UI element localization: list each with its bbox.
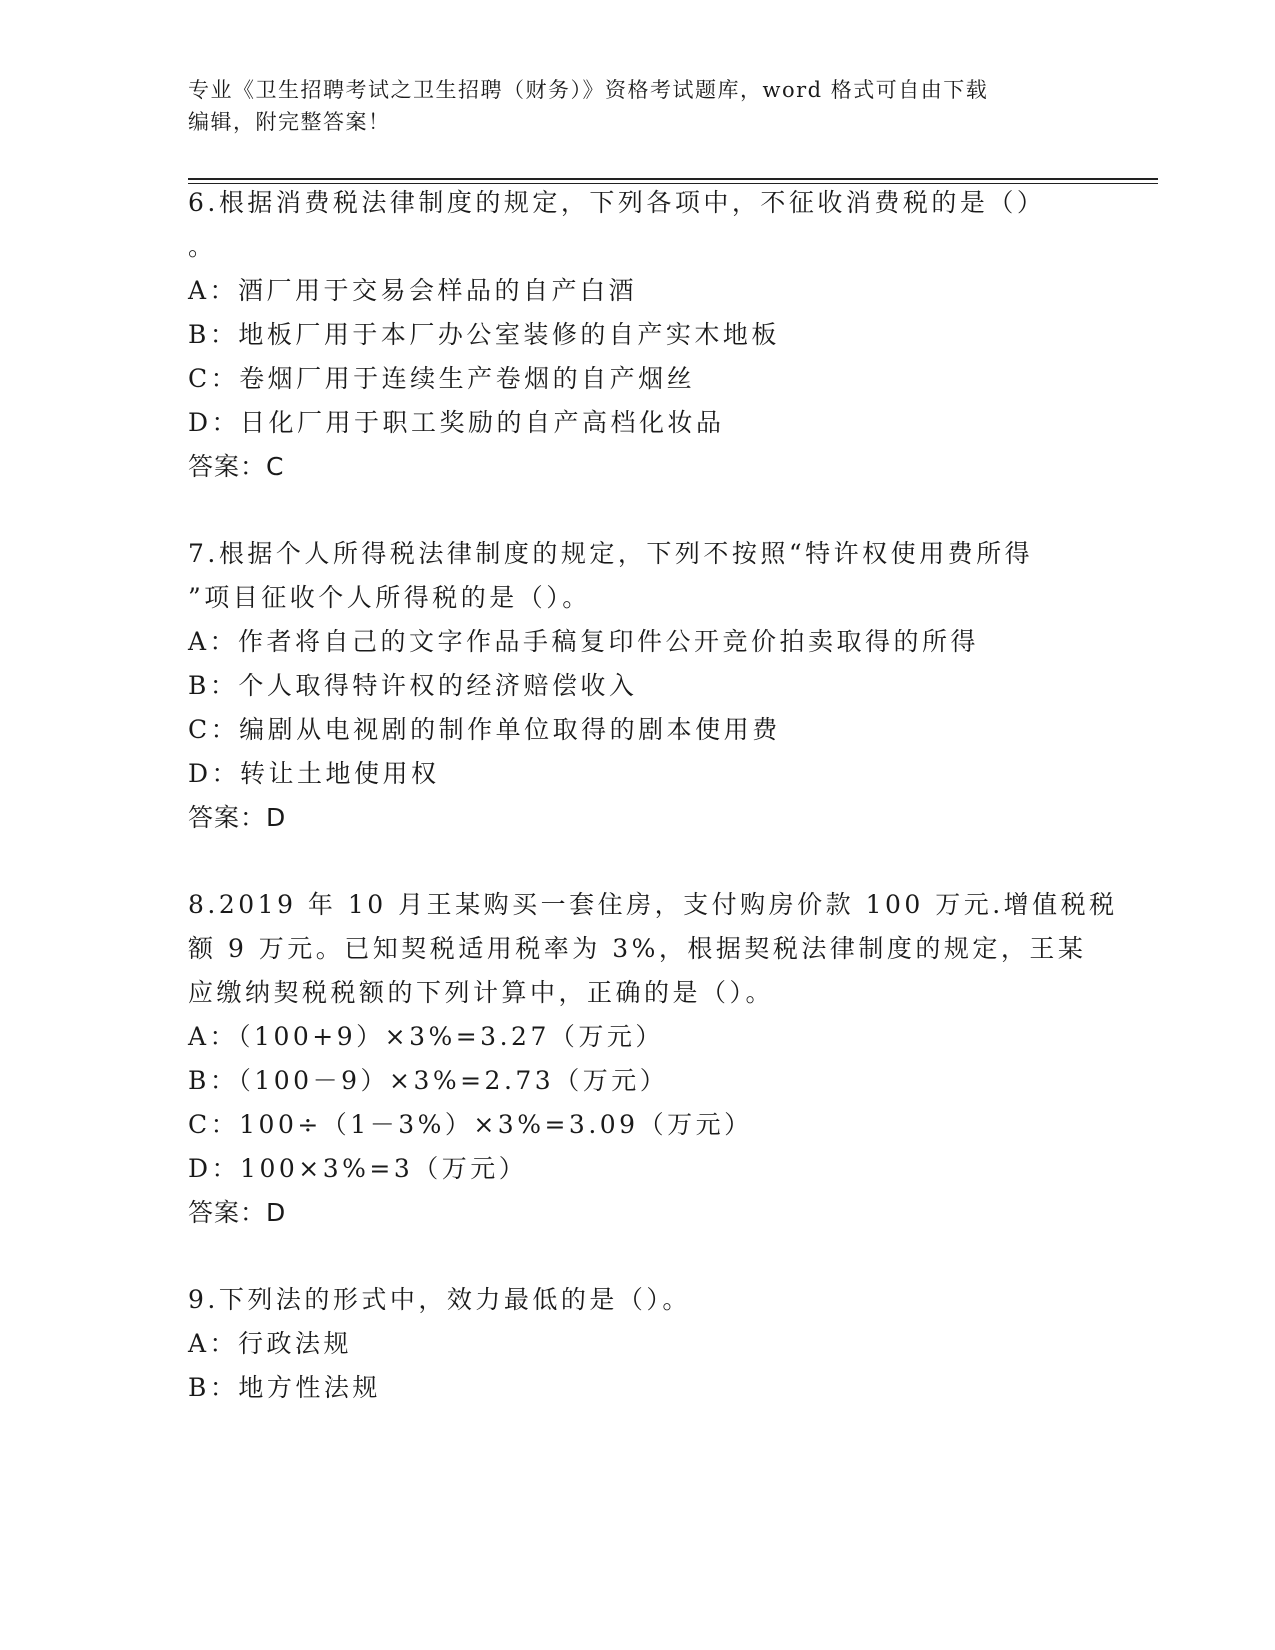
- question-7-stem-line-1: 7.根据个人所得税法律制度的规定，下列不按照“特许权使用费所得: [188, 539, 1034, 568]
- question-8-option-a: A：（100+9）×3%=3.27（万元）: [188, 1022, 664, 1051]
- question-9-stem-line-1: 9.下列法的形式中，效力最低的是（）。: [188, 1285, 691, 1314]
- question-6-option-d: D：日化厂用于职工奖励的自产高档化妆品: [188, 408, 725, 437]
- question-6-answer: 答案：C: [188, 452, 285, 481]
- question-9-option-b: B：地方性法规: [188, 1373, 381, 1402]
- question-6-stem-line-2: 。: [188, 232, 217, 261]
- question-8-option-b: B：（100－9）×3%=2.73（万元）: [188, 1066, 669, 1095]
- question-6-option-c: C：卷烟厂用于连续生产卷烟的自产烟丝: [188, 364, 696, 393]
- question-8-option-d: D：100×3%=3（万元）: [188, 1154, 528, 1183]
- question-6-option-a: A：酒厂用于交易会样品的自产白酒: [188, 276, 638, 305]
- question-9-option-a: A：行政法规: [188, 1329, 353, 1358]
- question-6-stem-line-1: 6.根据消费税法律制度的规定，下列各项中，不征收消费税的是（）: [188, 188, 1046, 217]
- question-8-option-c: C：100÷（1－3%）×3%=3.09（万元）: [188, 1110, 753, 1139]
- question-7-option-c: C：编剧从电视剧的制作单位取得的剧本使用费: [188, 715, 781, 744]
- question-7-stem-line-2: ”项目征收个人所得税的是（）。: [188, 583, 591, 612]
- question-7-option-d: D：转让土地使用权: [188, 759, 440, 788]
- question-8-stem-line-1: 8.2019 年 10 月王某购买一套住房，支付购房价款 100 万元.增值税税: [188, 890, 1118, 919]
- question-7-option-a: A：作者将自己的文字作品手稿复印件公开竞价拍卖取得的所得: [188, 627, 980, 656]
- header-rule-thick: [188, 178, 1158, 180]
- header-rule-thin: [188, 183, 1158, 184]
- header-line-1: 专业《卫生招聘考试之卫生招聘（财务）》资格考试题库，word 格式可自由下载: [188, 78, 989, 102]
- header-line-2: 编辑，附完整答案！: [188, 110, 391, 134]
- question-8-answer: 答案：D: [188, 1198, 287, 1227]
- question-7-answer: 答案：D: [188, 803, 287, 832]
- question-7-option-b: B：个人取得特许权的经济赔偿收入: [188, 671, 638, 700]
- question-6-option-b: B：地板厂用于本厂办公室装修的自产实木地板: [188, 320, 780, 349]
- question-8-stem-line-3: 应缴纳契税税额的下列计算中，正确的是（）。: [188, 978, 775, 1007]
- page-header: [188, 74, 1088, 138]
- question-8-stem-line-2: 额 9 万元。已知契税适用税率为 3%，根据契税法律制度的规定，王某: [188, 934, 1087, 963]
